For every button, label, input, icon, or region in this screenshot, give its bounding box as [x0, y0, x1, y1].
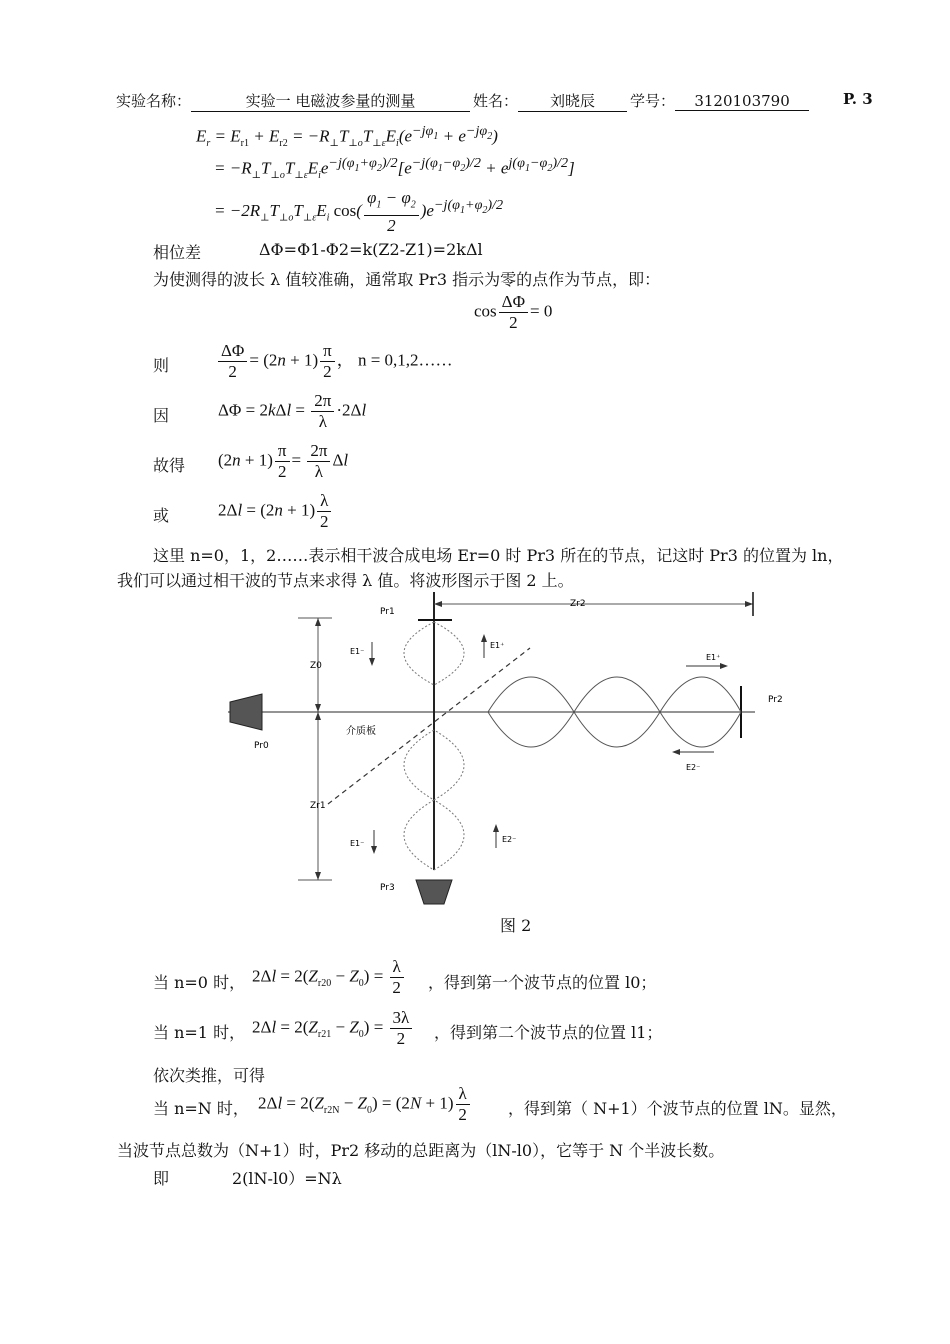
n0-suffix: ，得到第一个波节点的位置 l0；: [428, 973, 657, 992]
student-id: 3120103790: [675, 92, 809, 111]
equation-n0: $2\Delta l = 2(Z_{r20} - Z_0)$ = $\frac{\lambda}{2}$: [252, 957, 406, 998]
label-e1-bottom: E1⁻: [350, 839, 365, 848]
label-e1-up: E1⁺: [490, 641, 505, 650]
equation-cos-zero: cos $\frac{\Delta\Phi}{2}$ = 0: [474, 292, 553, 332]
final-equation: 2(lN-l0）=Nλ: [232, 1169, 342, 1188]
label-pr0: Pr0: [254, 741, 269, 751]
label-pr2: Pr2: [768, 695, 783, 705]
n0-prefix: 当 n=0 时，: [153, 973, 246, 992]
label-or: 或: [153, 506, 170, 525]
label-plate: 介质板: [346, 726, 376, 737]
label-pr1: Pr1: [380, 607, 395, 617]
header: [116, 90, 809, 112]
name-label: 姓名：: [473, 92, 519, 110]
node-intro: 为使测得的波长 λ 值较准确，通常取 Pr3 指示为零的点作为节点，即：: [153, 270, 661, 289]
paragraph-line2: 我们可以通过相干波的节点来求得 λ 值。将波形图示于图 2 上。: [117, 571, 574, 590]
id-label: 学号：: [630, 92, 676, 110]
label-then: 则: [153, 356, 170, 375]
label-e-forward: E1⁺: [706, 653, 721, 662]
label-z0: Z0: [310, 661, 322, 671]
n1-suffix: ，得到第二个波节点的位置 l1；: [434, 1023, 663, 1042]
label-because: 因: [153, 406, 170, 425]
equation-or: 2Δl = (2n + 1) $\frac{\lambda}{2}$: [218, 491, 333, 532]
equation-therefore: (2n + 1) $\frac{\pi}{2}$ = $\frac{2\pi}{\lambda}$ Δl: [218, 441, 349, 481]
label-e2-back: E2⁻: [686, 763, 701, 772]
n1-prefix: 当 n=1 时，: [153, 1023, 246, 1042]
student-name: 刘晓辰: [518, 90, 627, 112]
equation-er-line3: = $-2R_\perp T_{\perp o}T_{\perp\varepsilon}E_i$ cos( $\frac{\varphi_1 - \varphi_2}{2}$ )$e^{-j(\varphi_1+\varphi_2)/2}$: [214, 188, 504, 236]
paragraph-line1: 这里 n=0，1，2……表示相干波合成电场 Er=0 时 Pr3 所在的节点，记这时 Pr3 的位置为 ln，: [153, 546, 844, 565]
label-therefore: 故得: [153, 456, 186, 475]
exp-label: 实验名称：: [116, 92, 192, 110]
nN-prefix: 当 n=N 时，: [153, 1099, 249, 1118]
conclusion: 当波节点总数为（N+1）时，Pr2 移动的总距离为（lN-l0），它等于 N 个半波长数。: [117, 1141, 725, 1160]
equation-er-line1: $E_r = E_{r1} + E_{r2} = -R_\perp T_{\perp o}T_{\perp\varepsilon}E_i(e^{-j\varphi_1} + e^{-j\varphi_2})$: [196, 123, 498, 150]
label-e1-top: E1⁻: [350, 647, 365, 656]
page-number: P. 3: [843, 90, 873, 108]
label-zr2: Zr2: [570, 599, 586, 609]
label-zr1: Zr1: [310, 801, 326, 811]
phase-label: 相位差: [153, 243, 202, 262]
equation-because: ΔΦ = 2kΔl = $\frac{2\pi}{\lambda}$ ·2Δl: [218, 391, 367, 431]
equation-n1: $2\Delta l = 2(Z_{r21} - Z_0)$ = $\frac{3\lambda}{2}$: [252, 1008, 414, 1049]
label-pr3: Pr3: [380, 883, 395, 893]
figure-caption: 图 2: [500, 916, 532, 935]
label-ji: 即: [153, 1169, 170, 1188]
equation-then: $\frac{\Delta\Phi}{2}$ = (2n + 1) $\frac{\pi}{2}$ ， n = 0,1,2……: [216, 341, 453, 382]
exp-name: 实验一 电磁波参量的测量: [191, 90, 470, 112]
standing-wave-diagram: [220, 590, 800, 915]
nN-suffix: ，得到第（ N+1）个波节点的位置 lN。显然，: [508, 1099, 847, 1118]
equation-er-line2: = $-R_\perp T_{\perp o}T_{\perp\varepsilon}E_ie^{-j(\varphi_1+\varphi_2)/2}[e^{-j(\varphi_1-\varphi_2)/2} + e^{j(\varphi_1-\varphi_2)/2}]$: [214, 155, 575, 182]
equation-nN: $2\Delta l = 2(Z_{r2N} - Z_0) = (2N + 1)$ $\frac{\lambda}{2}$: [258, 1084, 472, 1125]
phase-equation: ΔΦ=Φ1-Φ2=k(Z2-Z1)=2kΔl: [259, 240, 483, 259]
then-tail: ， n = 0,1,2……: [336, 350, 453, 370]
label-e2-bottom: E2⁻: [502, 835, 517, 844]
analog-text: 依次类推，可得: [153, 1066, 266, 1085]
